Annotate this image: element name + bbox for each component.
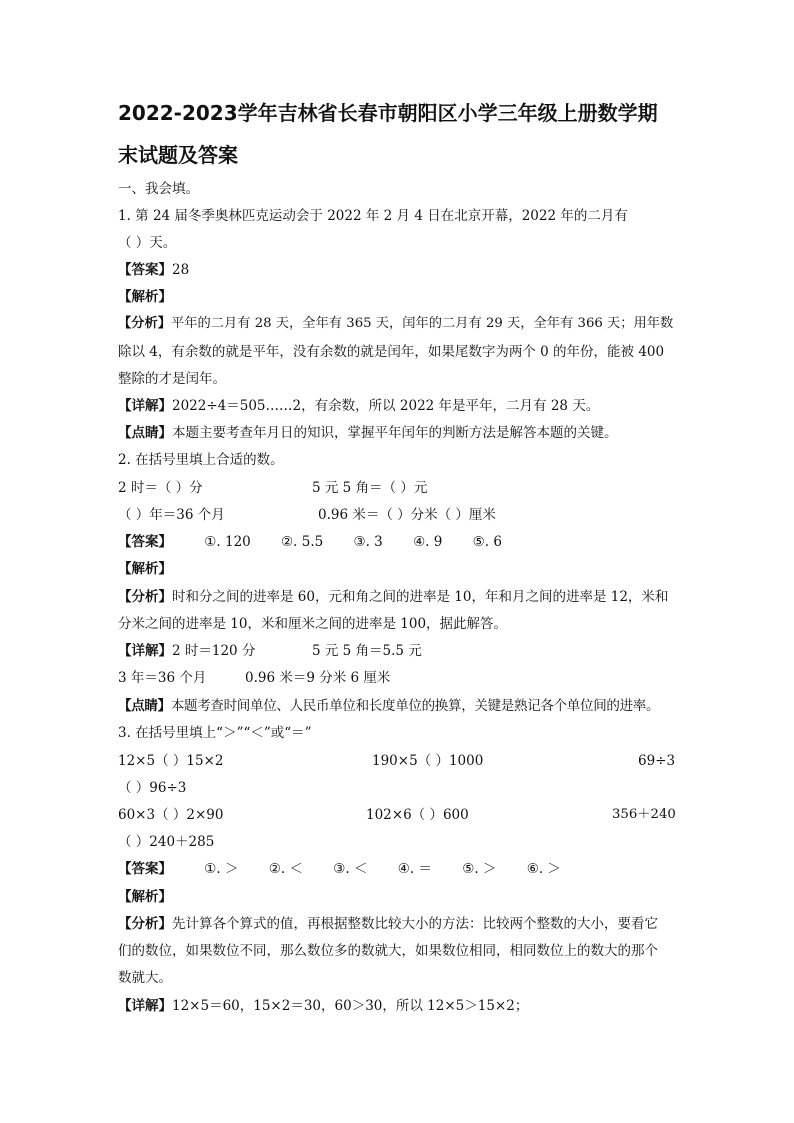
q2-point-line: [118, 697, 659, 715]
q2-row-1-b: 5 元 5 角＝（ ）元: [312, 480, 428, 496]
q3-row-1-b: 190×5（ ）1000: [372, 753, 484, 769]
q3-fenxi-text-1: 先计算各个算式的值，再根据整数比较大小的方法：比较两个整数的大小，要看它: [172, 916, 658, 932]
q1-fenxi-line-1: [118, 315, 673, 333]
q1-fenxi-line-3: 整除的才是闰年。: [118, 371, 226, 387]
q3-fenxi-line-1: [118, 915, 658, 933]
q2-analysis-tag: 【解析】: [118, 561, 172, 577]
document-title: [118, 92, 698, 176]
q3-analysis-tag: 【解析】: [118, 889, 172, 905]
title-line-1: 2022-2023学年吉林省长春市朝阳区小学三年级上册数学期: [118, 101, 658, 125]
q2-answer-3: ③. 3: [353, 534, 383, 550]
answer-tag: 【答案】: [118, 262, 172, 278]
q3-detail-text: 12×5＝60，15×2＝30，60＞30，所以 12×5＞15×2；: [172, 998, 529, 1014]
q3-row-1-a: 12×5（ ）15×2: [118, 753, 224, 769]
q1-answer-line: [118, 261, 189, 279]
q2-answer-1: ①. 120: [204, 534, 251, 550]
q2-answer-2: ②. 5.5: [281, 534, 324, 550]
q2-answer-4: ④. 9: [413, 534, 443, 550]
q3-row-1-c: 69÷3: [638, 753, 676, 769]
q1-point-line: [118, 424, 618, 442]
q2-fenxi-text-1: 时和分之间的进率是 60，元和角之间的进率是 10，年和月之间的进率是 12，米和: [172, 589, 669, 605]
detail-tag: 【详解】: [118, 643, 172, 659]
answer-tag: 【答案】: [118, 861, 172, 877]
q2-row-2-b: 0.96 米＝（ ）分米（ ）厘米: [318, 507, 496, 523]
q1-detail-text: 2022÷4＝505……2，有余数，所以 2022 年是平年，二月有 28 天。: [172, 398, 600, 414]
q1-answer: 28: [172, 262, 190, 278]
answer-tag: 【答案】: [118, 534, 172, 550]
q2-detail-1b: 5 元 5 角＝5.5 元: [312, 643, 422, 659]
q3-detail-line: [118, 997, 528, 1015]
fenxi-tag: 【分析】: [118, 589, 172, 605]
q3-fenxi-line-3: 数就大。: [118, 970, 172, 986]
fenxi-tag: 【分析】: [118, 916, 172, 932]
q3-answer-line: [118, 860, 561, 878]
fenxi-tag: 【分析】: [118, 316, 172, 331]
q1-stem-line-1: 1. 第 24 届冬季奥林匹克运动会于 2022 年 2 月 4 日在北京开幕，2022 年的二月有: [118, 208, 628, 224]
q3-fenxi-line-2: 们的数位，如果数位不同，那么数位多的数就大，如果数位相同，相同数位上的数大的那个: [118, 943, 658, 959]
q2-fenxi-line-2: 分米之间的进率是 10，米和厘米之间的进率是 100，据此解答。: [118, 616, 508, 632]
q3-stem: 3. 在括号里填上“＞”“＜”或“＝”: [118, 725, 312, 741]
q3-answer-5: ⑤. ＞: [462, 861, 497, 877]
point-tag: 【点睛】: [118, 425, 172, 441]
q2-fenxi-line-1: [118, 588, 668, 606]
q2-detail-line-1: [118, 642, 255, 660]
q3-row-2-a: （ ）96÷3: [118, 780, 187, 796]
q3-answer-1: ①. ＞: [204, 861, 239, 877]
q2-answer-5: ⑤. 6: [472, 534, 502, 550]
q1-detail-line: [118, 397, 599, 415]
q3-answer-6: ⑥. ＞: [526, 861, 561, 877]
q2-detail-2b: 0.96 米＝9 分米 6 厘米: [245, 670, 391, 686]
detail-tag: 【详解】: [118, 398, 172, 414]
section-heading: 一、我会填。: [118, 181, 199, 197]
q1-fenxi-line-2: 除以 4，有余数的就是平年，没有余数的就是闰年，如果尾数字为两个 0 的年份，能被 400: [118, 344, 665, 360]
q2-detail-2a: 3 年＝36 个月: [118, 670, 207, 686]
q2-detail-1a: 2 时＝120 分: [172, 643, 256, 659]
q3-answer-2: ②. ＜: [268, 861, 303, 877]
q1-point-text: 本题主要考查年月日的知识，掌握平年闰年的判断方法是解答本题的关键。: [172, 425, 618, 441]
q1-fenxi-text-1: 平年的二月有 28 天，全年有 365 天，闰年的二月有 29 天，全年有 366 天；用年数: [171, 316, 674, 331]
q3-answer-4: ④. ＝: [397, 861, 432, 877]
q3-row-4-a: （ ）240＋285: [118, 834, 215, 850]
q1-stem-line-2: （ ）天。: [118, 235, 177, 251]
q3-row-3-c: 356＋240: [612, 807, 676, 822]
q2-row-2-a: （ ）年＝36 个月: [118, 507, 225, 523]
detail-tag: 【详解】: [118, 998, 172, 1014]
q2-stem: 2. 在括号里填上合适的数。: [118, 452, 284, 468]
title-line-2: 末试题及答案: [118, 143, 238, 167]
point-tag: 【点睛】: [118, 698, 171, 714]
q2-row-1-a: 2 时＝（ ）分: [118, 480, 203, 496]
q1-analysis-tag: 【解析】: [118, 289, 172, 305]
q3-answer-3: ③. ＜: [333, 861, 368, 877]
q3-row-3-b: 102×6（ ）600: [366, 807, 469, 823]
q2-answer-line: [118, 533, 502, 551]
q3-row-3-a: 60×3（ ）2×90: [118, 807, 224, 823]
q2-point-text: 本题考查时间单位、人民币单位和长度单位的换算，关键是熟记各个单位间的进率。: [170, 698, 660, 714]
